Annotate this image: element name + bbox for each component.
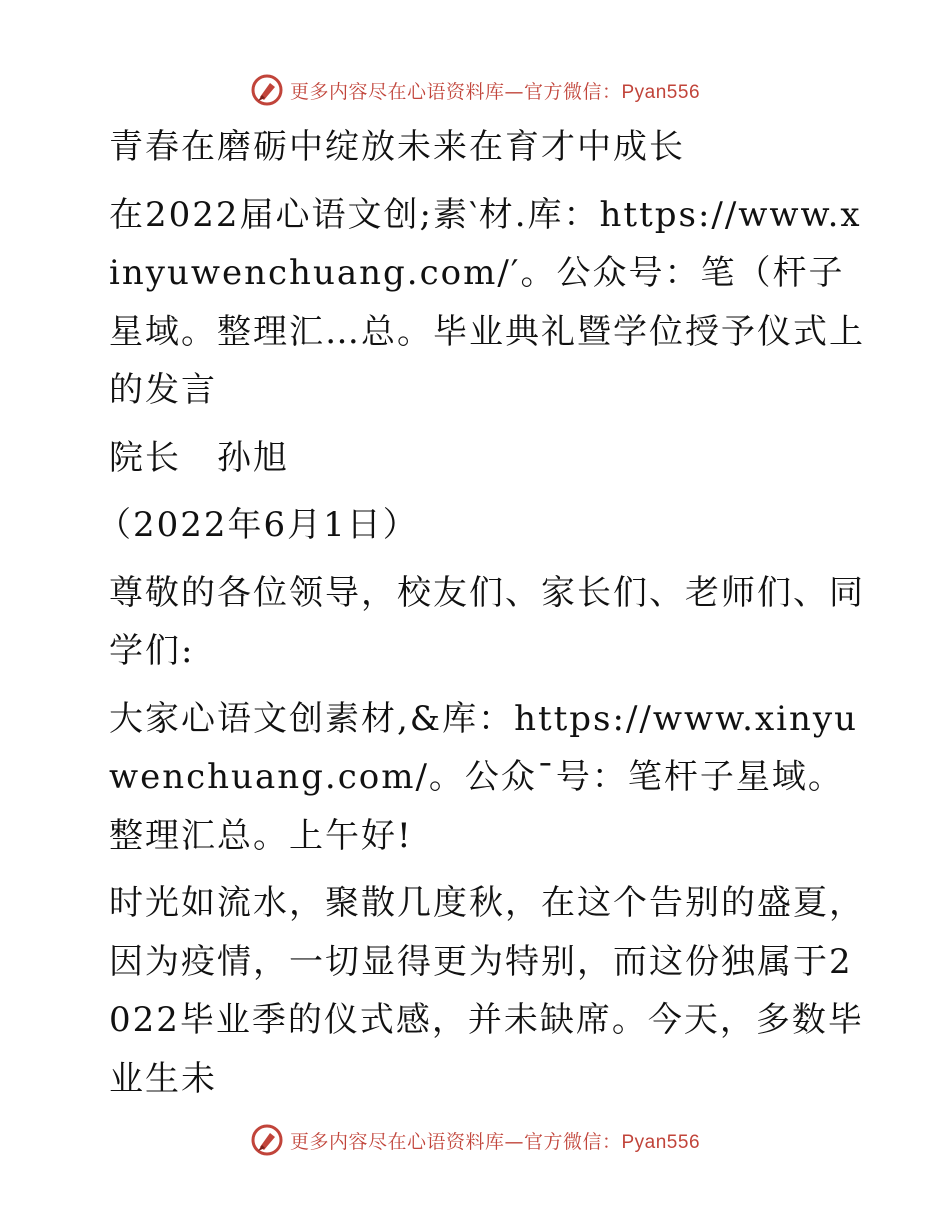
watermark-handle: Pyan556 [621,1131,701,1153]
watermark-handle: Pyan556 [621,81,701,103]
header-watermark [0,70,950,110]
greeting-paragraph: 尊敬的各位领导，校友们、家长们、老师们、同学们: [109,572,865,671]
watermark-text: 更多内容尽在心语资料库—官方微信：Pyan556 [289,80,701,103]
watermark-text: 更多内容尽在心语资料库—官方微信：Pyan556 [289,1130,701,1153]
date-line: （2022年6月1日） [97,505,419,545]
body-paragraph: 时光如流水，聚散几度秋，在这个告别的盛夏，因为疫情，一切显得更为特别，而这份独属于2022毕业季的仪式感，并未缺席。今天，多数毕业生未 [109,883,865,1099]
pen-nib-logo-icon [250,1123,284,1157]
speaker-line: 院长 孙旭 [109,437,289,478]
document-body [97,118,867,1117]
pen-nib-logo-icon [250,73,284,107]
opening-paragraph: 大家心语文创素材,&库：https://www.xinyuwenchuang.com/。公众¯号：笔杆子星域。整理汇总。上午好! [109,698,859,856]
document-subtitle: 在2022届心语文创;素‵材.库：https://www.xinyuwenchuang.com/′。公众号：笔（杆子星域。整理汇…总。毕业典礼暨学位授予仪式上的发言 [109,194,865,410]
footer-watermark [0,1120,950,1160]
document-title: 青春在磨砺中绽放未来在育才中成长 [109,127,685,167]
